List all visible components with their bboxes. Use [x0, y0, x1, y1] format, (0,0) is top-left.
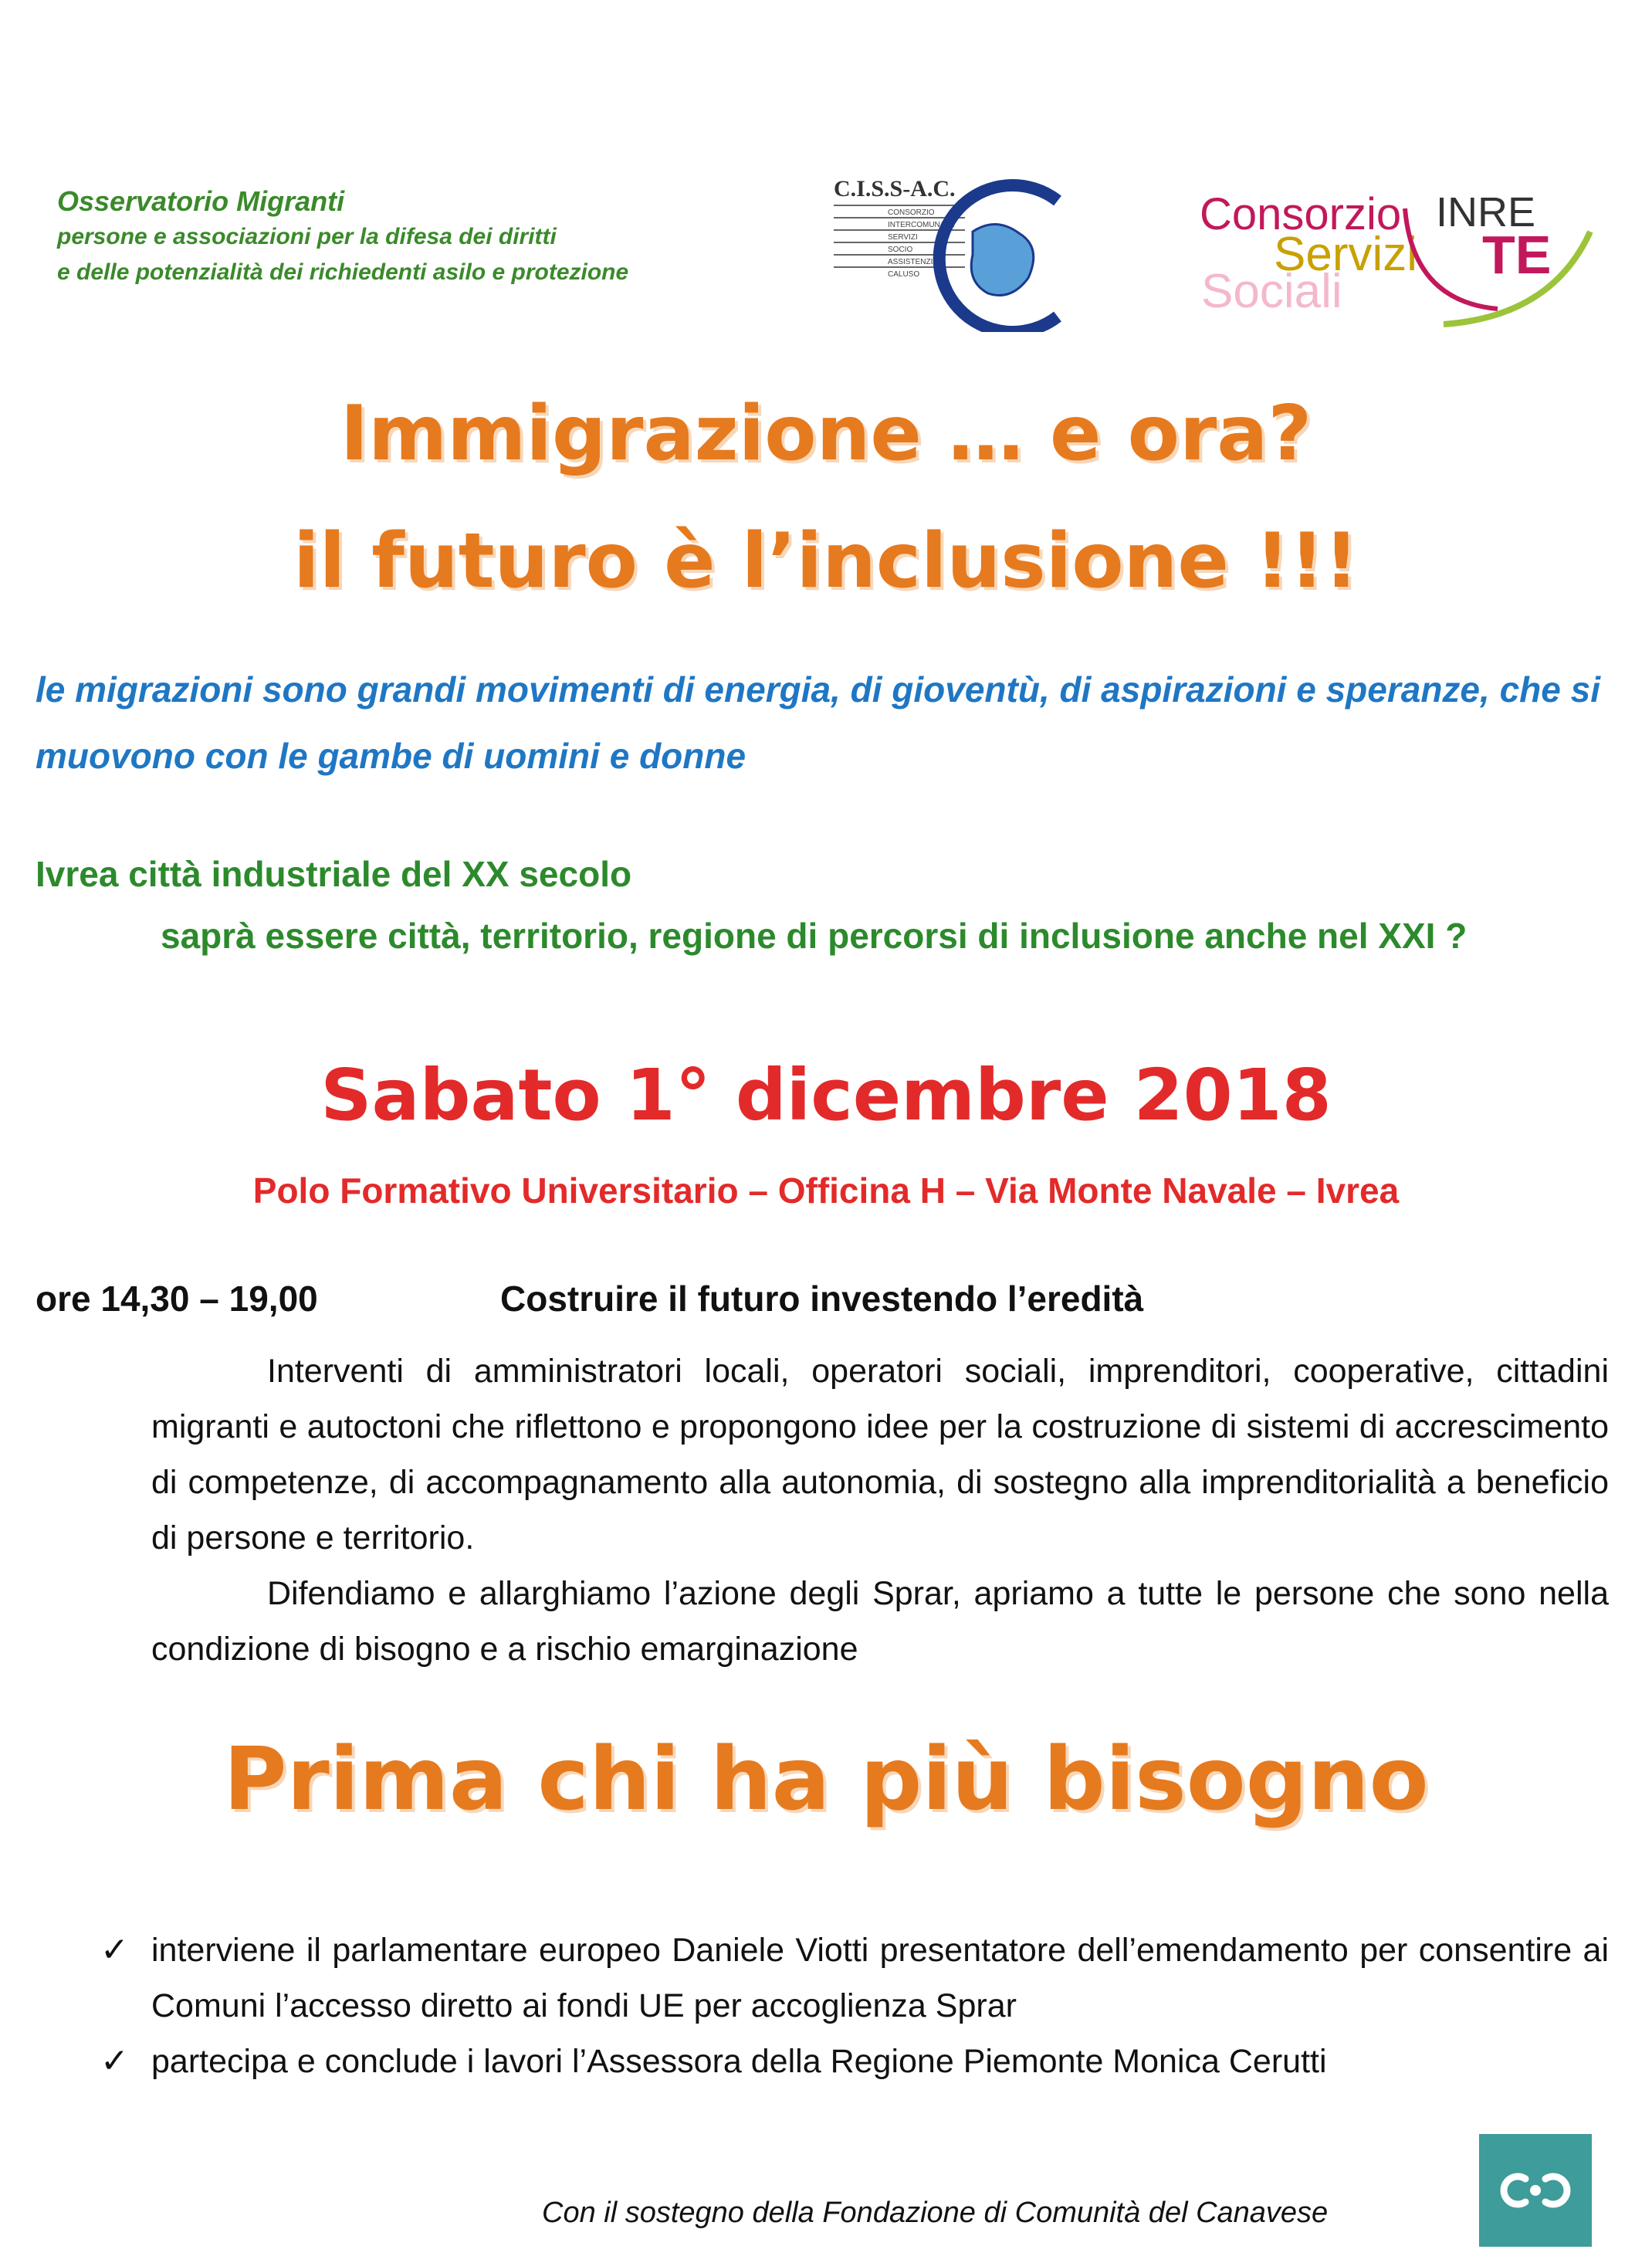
cissac-region-map [971, 224, 1034, 295]
main-title-line-2: il futuro è l’inclusione !!! [293, 517, 1359, 605]
organizer-block [57, 184, 628, 290]
event-time: ore 14,30 – 19,00 [36, 1279, 318, 1319]
program-paragraph-2: Difendiamo e allarghiamo l’azione degli Sprar, apriamo a tutte le persone che sono nella condizione di bisogno e a rischio emarginazione [151, 1575, 1609, 1668]
logo-word-servizi: Servizi [1274, 228, 1418, 281]
logo-word-inre: INRE [1436, 189, 1536, 235]
svg-text:SERVIZI: SERVIZI [888, 233, 918, 242]
fondazione-logo-icon [1479, 2134, 1592, 2247]
organizer-line-2: e delle potenzialità dei richiedenti asilo e protezione [57, 259, 629, 285]
main-title-line-1: Immigrazione … e ora? [340, 390, 1312, 478]
program-paragraph-1: Interventi di amministratori locali, operatori sociali, imprenditori, cooperative, cittadini migranti e autoctoni che riflettono e propongono idee per la costruzione di sistemi di accrescimento di competenze, di accompagnamento alla autonomia, di sostegno alla imprenditorialità a beneficio di persone e territorio. [151, 1353, 1609, 1557]
list-item [100, 2034, 1609, 2089]
support-credit: Con il sostegno della Fondazione di Comunità del Canavese [542, 2197, 1329, 2229]
program-description [151, 1343, 1609, 1677]
svg-text:CALUSO: CALUSO [888, 270, 920, 279]
consorzio-inrete-logo [1189, 178, 1606, 332]
cissac-logo-title: C.I.S.S-A.C. [834, 176, 956, 202]
event-place: Polo Formativo Universitario – Officina H – Via Monte Navale – Ivrea [252, 1170, 1400, 1211]
svg-text:CONSORZIO: CONSORZIO [888, 208, 935, 217]
svg-text:INTERCOMUNALE: INTERCOMUNALE [888, 221, 955, 229]
list-item [100, 1922, 1609, 2034]
fondazione-logo [1479, 2134, 1592, 2247]
organizer-line-1: persone e associazioni per la difesa dei diritti [57, 224, 557, 249]
organizer-name: Osservatorio Migranti [57, 185, 345, 217]
svg-text:SOCIO: SOCIO [888, 246, 913, 254]
ivrea-line-1: Ivrea città industriale del XX secolo [36, 854, 632, 894]
session-title: Costruire il futuro investendo l’eredità [500, 1279, 1144, 1319]
event-date: Sabato 1° dicembre 2018 [320, 1054, 1332, 1136]
logo-word-consorzio: Consorzio [1200, 189, 1402, 239]
slogan: Prima chi ha più bisogno [223, 1729, 1429, 1830]
list-item-text: interviene il parlamentare europeo Daniele Viotti presentatore dell’emendamento per consentire ai Comuni l’accesso diretto ai fondi UE per accoglienza Sprar [151, 1932, 1609, 2024]
intro-quote: le migrazioni sono grandi movimenti di energia, di gioventù, di aspirazioni e speranze, che si muovono con le gambe di uomini e donne [36, 669, 1600, 776]
logo-word-sociali: Sociali [1201, 265, 1342, 318]
checkmark-icon: ✓ [100, 2042, 129, 2080]
list-item-text: partecipa e conclude i lavori l’Assessora della Regione Piemonte Monica Cerutti [151, 2043, 1327, 2080]
cissac-logo [826, 170, 1088, 332]
speakers-list [100, 1922, 1609, 2089]
checkmark-icon: ✓ [100, 1931, 129, 1969]
ivrea-line-2: saprà essere città, territorio, regione di percorsi di inclusione anche nel XXI ? [161, 916, 1468, 956]
svg-text:ASSISTENZIALI: ASSISTENZIALI [888, 258, 945, 266]
logo-word-te: TE [1482, 225, 1552, 285]
